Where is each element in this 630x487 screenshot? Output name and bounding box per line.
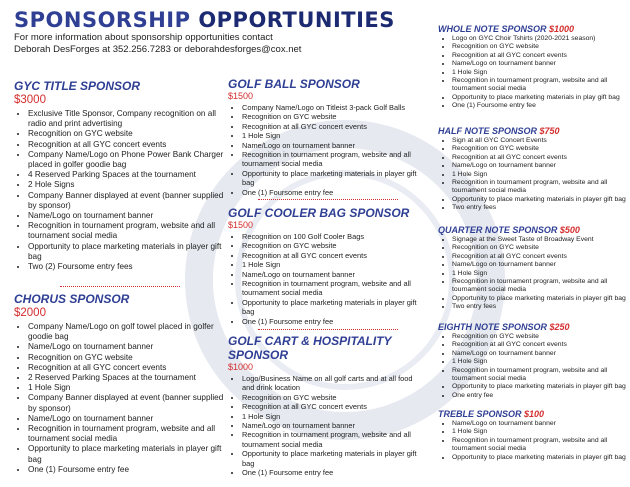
section-golf-cart: [228, 334, 424, 477]
list-item: • Recognition in tournament program, website and all tournament social media: [452, 278, 628, 295]
list-item: • Name/Logo on tournament banner: [242, 421, 424, 430]
list-item: • Recognition in tournament program, website and all tournament social media: [452, 179, 628, 196]
divider: [60, 286, 180, 287]
section-title: GOLF COOLER BAG SPONSOR: [228, 206, 410, 220]
page-title: [14, 8, 395, 32]
list-item: • 2 Reserved Parking Spaces at the tournament: [28, 373, 224, 383]
list-item: • Name/Logo on tournament banner: [28, 342, 224, 352]
list-item: • Opportunity to place marketing materials in player gift bag: [242, 449, 424, 468]
list-item: • Company Name/Logo on golf towel placed in golfer goodie bag: [28, 322, 224, 342]
list-item: • Name/Logo on tournament banner: [452, 162, 628, 170]
section-name: QUARTER NOTE SPONSOR: [438, 225, 558, 235]
list-item: • 1 Hole Sign: [242, 260, 424, 269]
list-item: • 1 Hole Sign: [28, 383, 224, 393]
list-item: • Recognition at all GYC concert events: [452, 52, 628, 60]
section-title: [438, 409, 628, 420]
title-part-2: OPPORTUNITIES: [198, 8, 395, 32]
list-item: • Two entry fees: [452, 303, 628, 311]
list-item: • Recognition on 100 Golf Cooler Bags: [242, 232, 424, 241]
list-item: • One (1) Foursome entry fee: [242, 468, 424, 477]
list-item: • Recognition in tournament program, website and all tournament social media: [242, 279, 424, 298]
list-item: • Recognition at all GYC concert events: [452, 253, 628, 261]
list-item: • Recognition on GYC website: [452, 244, 628, 252]
list-item: • Opportunity to place marketing materials in play gift bag: [452, 94, 628, 102]
list-item: • Logo/Business Name on all golf carts and at all food and drink location: [242, 374, 424, 393]
list-item: • Two (2) Foursome entry fees: [28, 262, 224, 272]
list-item: • 4 Reserved Parking Spaces at the tournament: [28, 170, 224, 180]
section-whole-note: [438, 24, 628, 111]
list-item: • Recognition at all GYC concert events: [452, 341, 628, 349]
list-item: • Two entry fees: [452, 204, 628, 212]
section-eighth-note: [438, 322, 628, 400]
list-item: • Recognition on GYC website: [242, 393, 424, 402]
list-item: • Recognition in tournament program, website and all tournament social media: [452, 367, 628, 384]
list-item: • Exclusive Title Sponsor, Company recognition on all radio and print advertising: [28, 109, 224, 129]
list-item: • 1 Hole Sign: [452, 428, 628, 436]
list-item: • Company Name/Logo on Titleist 3-pack Golf Balls: [242, 103, 424, 112]
list-item: • Logo on GYC Choir Tshirts (2020-2021 season): [452, 35, 628, 43]
list-item: • Opportunity to place marketing materials in player gift bag: [242, 298, 424, 317]
section-golf-ball: [228, 77, 424, 197]
list-item: • 2 Hole Signs: [28, 180, 224, 190]
list-item: • Company Name/Logo on Phone Power Bank Charger placed in golfer goodie bag: [28, 150, 224, 170]
page-header: [14, 8, 395, 56]
list-item: • Recognition on GYC website: [452, 43, 628, 51]
section-title-cont: SPONSOR: [228, 348, 289, 362]
section-title: GYC TITLE SPONSOR: [14, 79, 141, 93]
list-item: • Recognition in tournament program, website and all tournament social media: [242, 150, 424, 169]
section-price: $1000: [228, 362, 254, 372]
section-price: $1500: [228, 91, 254, 101]
list-item: • 1 Hole Sign: [242, 131, 424, 140]
list-item: • 1 Hole Sign: [452, 270, 628, 278]
list-item: • Recognition on GYC website: [452, 145, 628, 153]
section-golf-cooler: [228, 206, 424, 326]
title-part-1: SPONSORSHIP: [14, 8, 191, 32]
benefit-list: [228, 103, 424, 197]
section-name: EIGHTH NOTE SPONSOR: [438, 322, 548, 332]
section-price: $1500: [228, 220, 254, 230]
list-item: • Name/Logo on tournament banner: [28, 211, 224, 221]
list-item: • Recognition at all GYC concert events: [452, 154, 628, 162]
list-item: • One (1) Foursome entry fee: [242, 317, 424, 326]
list-item: • Recognition at all GYC concert events: [28, 363, 224, 373]
section-name: HALF NOTE SPONSOR: [438, 126, 538, 136]
list-item: • Opportunity to place marketing materials in player gift bag: [452, 383, 628, 391]
list-item: • Recognition in tournament program, website and all tournament social media: [452, 77, 628, 94]
section-title: [438, 126, 628, 137]
list-item: • Recognition in tournament program, website and all tournament social media: [28, 221, 224, 241]
list-item: • Name/Logo on tournament banner: [452, 420, 628, 428]
section-price: $750: [539, 126, 560, 136]
benefit-list: [228, 374, 424, 477]
section-title: GOLF BALL SPONSOR: [228, 77, 360, 91]
section-price: $500: [559, 225, 580, 235]
list-item: • Recognition on GYC website: [28, 353, 224, 363]
section-quarter-note: [438, 225, 628, 312]
list-item: • Opportunity to place marketing materials in player gift bag: [28, 242, 224, 262]
section-gyc-title: [14, 79, 224, 272]
section-price: $3000: [14, 94, 46, 106]
list-item: • 1 Hole Sign: [452, 69, 628, 77]
section-chorus: [14, 292, 224, 475]
benefit-list: [438, 35, 628, 111]
list-item: • Opportunity to place marketing materials in player gift bag: [28, 444, 224, 464]
list-item: • One (1) Foursome entry fee: [452, 102, 628, 110]
section-half-note: [438, 126, 628, 213]
divider: [258, 199, 398, 200]
list-item: • Recognition on GYC website: [28, 129, 224, 139]
list-item: • Name/Logo on tournament banner: [242, 270, 424, 279]
section-name: TREBLE SPONSOR: [438, 409, 522, 419]
divider: [258, 329, 398, 330]
list-item: • Recognition on GYC website: [452, 333, 628, 341]
section-price: $1000: [549, 24, 575, 34]
benefit-list: [14, 109, 224, 272]
benefit-list: [438, 420, 628, 462]
section-title: [438, 24, 628, 35]
list-item: • 1 Hole Sign: [242, 412, 424, 421]
list-item: • Name/Logo on tournament banner: [452, 350, 628, 358]
list-item: • One entry fee: [452, 392, 628, 400]
section-price: $2000: [14, 307, 46, 319]
list-item: • One (1) Foursome entry fee: [28, 465, 224, 475]
list-item: • 1 Hole Sign: [452, 358, 628, 366]
section-title: CHORUS SPONSOR: [14, 292, 130, 306]
list-item: • Opportunity to place marketing materials in player gift bag: [452, 196, 628, 204]
list-item: • Recognition on GYC website: [242, 112, 424, 121]
benefit-list: [228, 232, 424, 326]
list-item: • Opportunity to place marketing materials in player gift bag: [242, 169, 424, 188]
section-title: [438, 225, 628, 236]
list-item: • Name/Logo on tournament banner: [452, 261, 628, 269]
benefit-list: [438, 333, 628, 400]
list-item: • Recognition at all GYC concert events: [242, 402, 424, 411]
list-item: • 1 Hole Sign: [452, 171, 628, 179]
list-item: • Company Banner displayed at event (banner supplied by sponsor): [28, 191, 224, 211]
section-price: $250: [549, 322, 570, 332]
list-item: • Recognition at all GYC concert events: [242, 122, 424, 131]
contact-line-2: Deborah DesForges at 352.256.7283 or deborahdesforges@cox.net: [14, 44, 302, 55]
list-item: • Company Banner displayed at event (banner supplied by sponsor): [28, 393, 224, 413]
list-item: • Recognition in tournament program, website and all tournament social media: [28, 424, 224, 444]
benefit-list: [438, 137, 628, 213]
list-item: • Name/Logo on tournament banner: [28, 414, 224, 424]
list-item: • Opportunity to place marketing materials in player gift bag: [452, 454, 628, 462]
contact-line-1: For more information about sponsorship opportunities contact: [14, 32, 273, 43]
section-treble: [438, 409, 628, 462]
list-item: • Signage at the Sweet Taste of Broadway Event: [452, 236, 628, 244]
section-title: GOLF CART & HOSPITALITY: [228, 334, 392, 348]
benefit-list: [438, 236, 628, 312]
list-item: • Name/Logo on tournament banner: [452, 60, 628, 68]
section-name: WHOLE NOTE SPONSOR: [438, 24, 547, 34]
list-item: • Recognition at all GYC concert events: [28, 140, 224, 150]
list-item: • Recognition in tournament program, website and all tournament social media: [452, 437, 628, 454]
list-item: • Recognition at all GYC concert events: [242, 251, 424, 260]
section-price: $100: [524, 409, 545, 419]
section-title: [438, 322, 628, 333]
list-item: • One (1) Foursome entry fee: [242, 188, 424, 197]
list-item: • Sign at all GYC Concert Events: [452, 137, 628, 145]
list-item: • Recognition in tournament program, website and all tournament social media: [242, 430, 424, 449]
list-item: • Recognition on GYC website: [242, 241, 424, 250]
benefit-list: [14, 322, 224, 475]
list-item: • Name/Logo on tournament banner: [242, 141, 424, 150]
list-item: • Opportunity to place marketing materials in player gift bag: [452, 295, 628, 303]
